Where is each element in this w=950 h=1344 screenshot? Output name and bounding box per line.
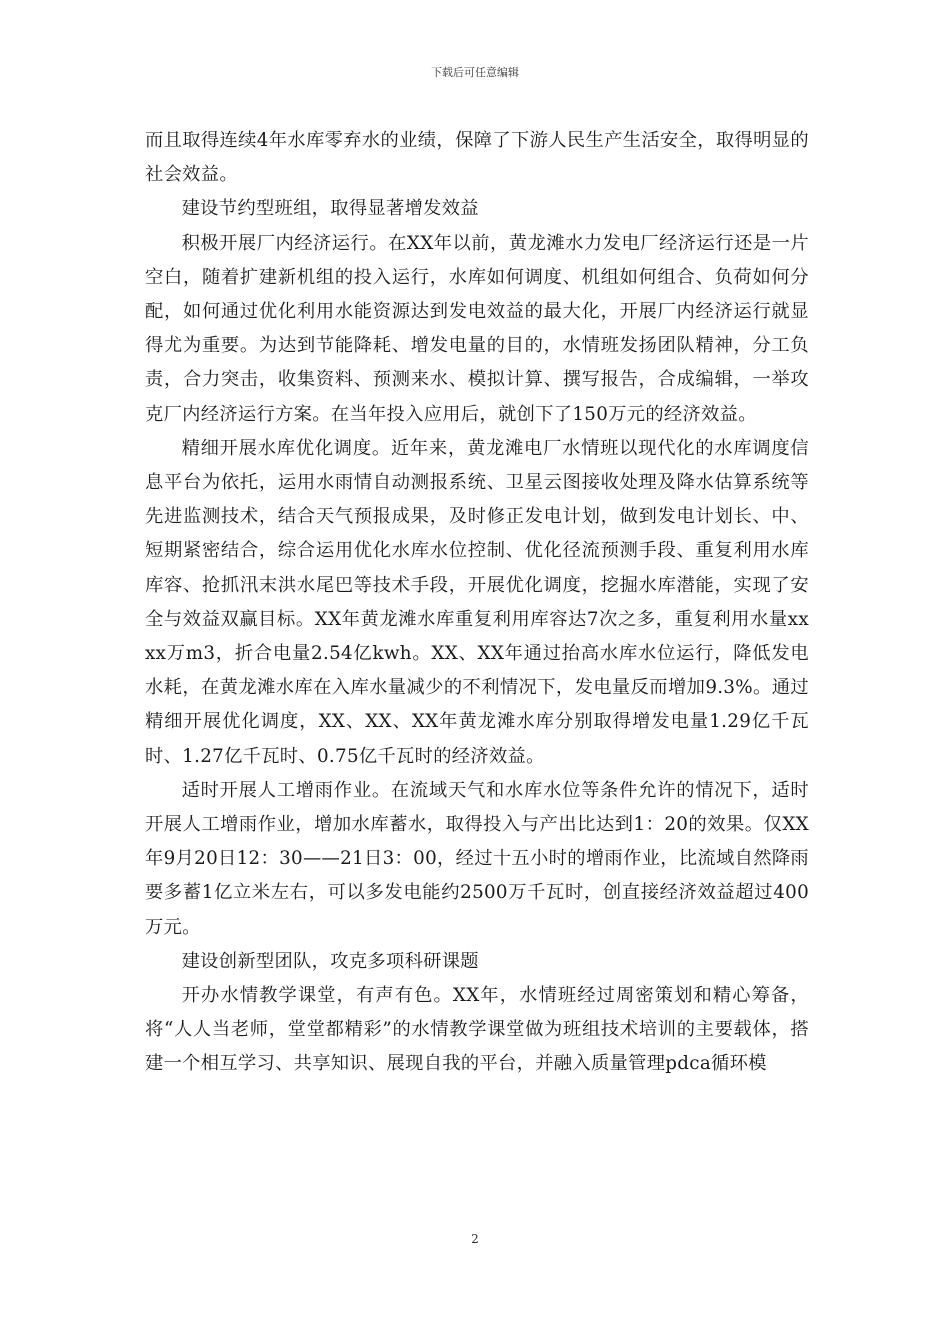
section-heading-saving-team: 建设节约型班组，取得显著增发效益: [181, 198, 479, 220]
paragraph-continuation: 而且取得连续4年水库零弃水的业绩，保障了下游人民生产生活安全，取得明显的社会效益。: [145, 130, 809, 186]
section-heading-innovation-team: 建设创新型团队，攻克多项科研课题: [181, 950, 479, 972]
page-header: 下载后可任意编辑: [431, 66, 519, 79]
paragraph-teaching-classroom: 开办水情教学课堂，有声有色。XX年，水情班经过周密策划和精心筹备，将“人人当老师，堂堂都精彩”的水情教学课堂做为班组技术培训的主要载体，搭建一个相互学习、共享知识、展现自我的平台，并融入质量管理pdca循环模: [145, 985, 809, 1075]
paragraph-economic-operation: 积极开展厂内经济运行。在XX年以前，黄龙滩水力发电厂经济运行还是一片空白，随着扩建新机组的投入运行，水库如何调度、机组如何组合、负荷如何分配，如何通过优化利用水能资源达到发电效益的最大化，开展厂内经济运行就显得尤为重要。为达到节能降耗、增发电量的目的，水情班发扬团队精神，分工负责，合力突击，收集资料、预测来水、模拟计算、撰写报告，合成编辑，一举攻克厂内经济运行方案。在当年投入应用后，就创下了150万元的经济效益。: [145, 232, 809, 425]
paragraph-reservoir-dispatch: 精细开展水库优化调度。近年来，黄龙滩电厂水情班以现代化的水库调度信息平台为依托，运用水雨情自动测报系统、卫星云图接收处理及降水估算系统等先进监测技术，结合天气预报成果，及时修正发电计划，做到发电计划长、中、短期紧密结合，综合运用优化水库水位控制、优化径流预测手段、重复利用水库库容、抢抓汛末洪水尾巴等技术手段，开展优化调度，挖掘水库潜能，实现了安全与效益双赢目标。XX年黄龙滩水库重复利用库容达7次之多，重复利用水量xxxx万m3，折合电量2.54亿kwh。XX、XX年通过抬高水库水位运行，降低发电水耗，在黄龙滩水库在入库水量减少的不利情况下，发电量反而增加9.3%。通过精细开展优化调度，XX、XX、XX年黄龙滩水库分别取得增发电量1.29亿千瓦时、1.27亿千瓦时、0.75亿千瓦时的经济效益。: [145, 437, 809, 767]
paragraph-artificial-rain: 适时开展人工增雨作业。在流域天气和水库水位等条件允许的情况下，适时开展人工增雨作业，增加水库蓄水，取得投入与产出比达到1：20的效果。仅XX年9月20日12：30——21日3：00，经过十五小时的增雨作业，比流域自然降雨要多蓄1亿立米左右，可以多发电能约2500万千瓦时，创直接经济效益超过400万元。: [145, 779, 809, 938]
document-body: [145, 124, 809, 1082]
page-number: 2: [471, 1232, 479, 1246]
